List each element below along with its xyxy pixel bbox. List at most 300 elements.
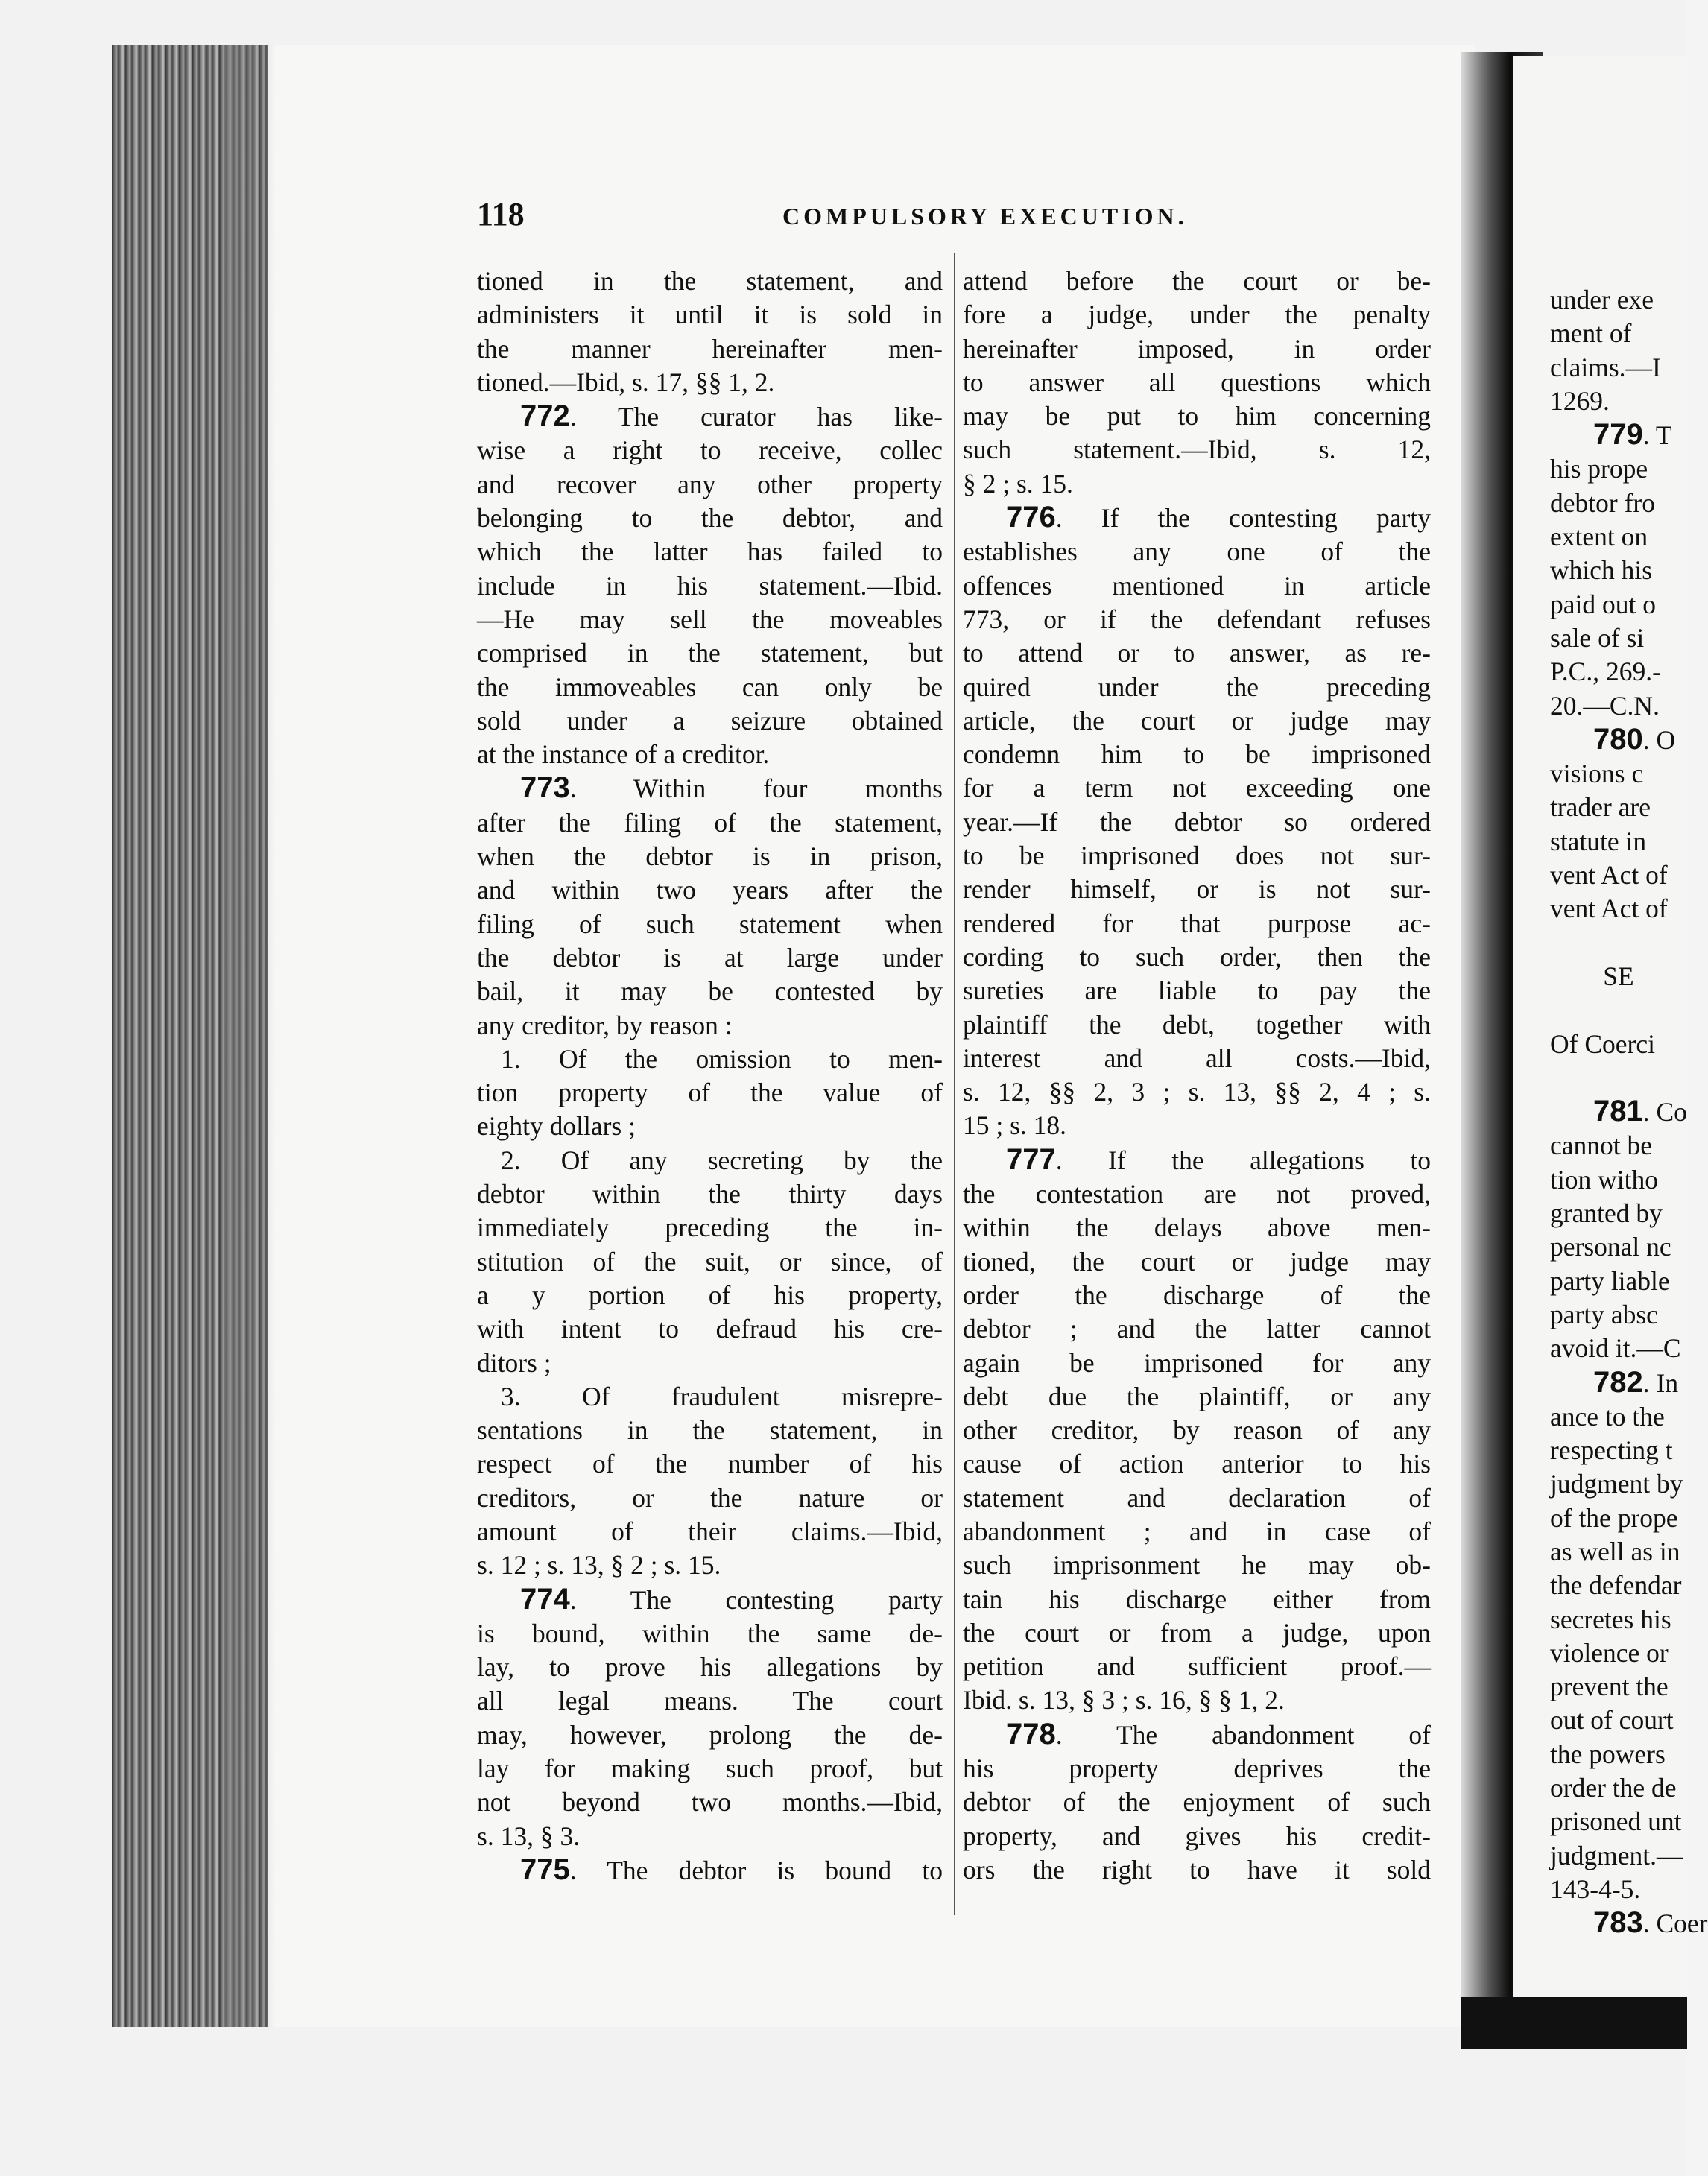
line-text: statement and declaration of [963, 1482, 1431, 1513]
line-text: other creditor, by reason of any [963, 1415, 1431, 1446]
text-line [477, 1820, 943, 1853]
text-line [963, 704, 1431, 738]
article-number: 772 [520, 399, 570, 433]
text-line [963, 1109, 1431, 1142]
text-line [963, 1008, 1431, 1042]
text-line [1550, 452, 1687, 486]
text-line [1550, 385, 1687, 418]
line-text: the defendar [1550, 1570, 1682, 1601]
text-line [963, 1683, 1431, 1717]
text-line [1550, 622, 1687, 655]
line-text: lay for making such proof, but [477, 1753, 943, 1784]
line-text: cording to such order, then the [963, 941, 1431, 972]
gutter-shadow-bottom [1461, 1997, 1687, 2049]
line-text: tion witho [1550, 1164, 1658, 1195]
text-line [963, 265, 1431, 298]
line-text: out of court [1550, 1705, 1674, 1736]
text-line [477, 1549, 943, 1582]
line-text: condemn him to be imprisoned [963, 739, 1431, 770]
text-line [477, 1515, 943, 1549]
line-text: debt due the plaintiff, or any [963, 1381, 1431, 1411]
line-text: cannot be [1550, 1130, 1653, 1161]
line-text: debtor of the enjoyment of such [963, 1787, 1431, 1818]
text-line [1550, 655, 1687, 689]
text-line [963, 1347, 1431, 1380]
text-line [1550, 1298, 1687, 1332]
line-text: his prope [1550, 454, 1648, 484]
line-text: . Co [1642, 1097, 1687, 1127]
text-line [477, 1853, 943, 1888]
line-text: . The curator has like- [569, 402, 943, 432]
text-line [963, 1650, 1431, 1683]
line-text: Of Coerci [1550, 1028, 1655, 1059]
line-text: sold under a seizure obtained [477, 705, 943, 736]
text-line [477, 434, 943, 467]
text-line [477, 535, 943, 569]
line-text: and within two years after the [477, 875, 943, 905]
line-text: within the delays above men- [963, 1212, 1431, 1243]
text-line [963, 1481, 1431, 1515]
line-text: vent Act of [1550, 894, 1668, 924]
text-line [963, 1211, 1431, 1244]
line-text: the manner hereinafter men- [477, 333, 943, 364]
text-line [963, 1820, 1431, 1853]
text-line [1550, 554, 1687, 587]
line-text: party absc [1550, 1299, 1658, 1329]
text-line [963, 1380, 1431, 1414]
line-text: 1269. [1550, 385, 1610, 416]
text-line [1550, 1873, 1687, 1906]
line-text: ance to the [1550, 1401, 1665, 1432]
line-text: render himself, or is not sur- [963, 874, 1431, 905]
text-line [963, 366, 1431, 399]
line-text: sale of si [1550, 622, 1645, 653]
line-text: order the discharge of the [963, 1280, 1431, 1310]
text-line [477, 1177, 943, 1211]
line-text: debtor ; and the latter cannot [963, 1314, 1431, 1344]
line-text: is bound, within the same de- [477, 1618, 943, 1648]
line-text: trader are [1550, 792, 1651, 823]
text-line [963, 1245, 1431, 1279]
text-line [1550, 1197, 1687, 1230]
line-text: as well as in [1550, 1536, 1680, 1566]
line-text: secretes his [1550, 1604, 1671, 1634]
article-number: 782 [1593, 1365, 1643, 1399]
line-text: to be imprisoned does not sur- [963, 841, 1431, 871]
text-line [477, 806, 943, 840]
text-line [477, 1211, 943, 1244]
line-text: personal nc [1550, 1232, 1671, 1262]
text-line [477, 1279, 943, 1312]
article-number: 779 [1593, 418, 1643, 452]
text-line [963, 535, 1431, 569]
text-line [477, 908, 943, 941]
text-line [1550, 317, 1687, 350]
line-text: petition and sufficient proof.— [963, 1651, 1431, 1682]
line-text: article, the court or judge may [963, 705, 1431, 736]
line-text: the contestation are not proved, [963, 1179, 1431, 1209]
text-line [963, 1143, 1431, 1177]
line-text: the powers [1550, 1739, 1666, 1769]
text-line [963, 1042, 1431, 1075]
line-text: belonging to the debtor, and [477, 503, 943, 534]
text-line [477, 298, 943, 332]
column-divider [954, 253, 955, 1915]
page-edge-shadow [224, 45, 276, 2027]
line-text [1550, 928, 1557, 958]
text-line [963, 738, 1431, 771]
running-head [477, 195, 1438, 240]
line-text: ment of [1550, 318, 1632, 349]
text-line [477, 1684, 943, 1718]
line-text: amount of their claims.—Ibid, [477, 1516, 943, 1546]
line-text: of the prope [1550, 1502, 1678, 1533]
text-line [963, 1279, 1431, 1312]
line-text: violence or [1550, 1637, 1669, 1668]
text-line [1550, 1467, 1687, 1501]
line-text: P.C., 269.- [1550, 657, 1661, 687]
article-number: 781 [1593, 1095, 1643, 1128]
text-line [477, 1380, 943, 1414]
text-line [963, 907, 1431, 940]
line-text: extent on [1550, 522, 1648, 552]
line-text: stitution of the suit, or since, of [477, 1246, 943, 1277]
line-text: 773, or if the defendant refuses [963, 604, 1431, 634]
text-line [477, 1110, 943, 1143]
line-text: such statement.—Ibid, s. 12, [963, 434, 1431, 465]
line-text: . Within four months [569, 774, 943, 804]
text-line [1550, 1028, 1687, 1061]
line-text: tioned, the court or judge may [963, 1246, 1431, 1277]
line-text: the debtor is at large under [477, 942, 943, 972]
line-text: property, and gives his credit- [963, 1821, 1431, 1851]
text-line [477, 1447, 943, 1481]
line-text: establishes any one of the [963, 537, 1431, 567]
text-line [963, 467, 1431, 501]
text-line [477, 1043, 943, 1076]
line-text: administers it until it is sold in [477, 300, 943, 330]
line-text: all legal means. The court [477, 1686, 943, 1716]
article-number: 777 [1006, 1142, 1056, 1176]
text-line [1550, 757, 1687, 791]
text-line [1550, 1906, 1708, 1941]
text-line [477, 332, 943, 366]
line-text: filing of such statement when [477, 908, 943, 939]
line-text: which his [1550, 555, 1653, 586]
text-line [477, 265, 943, 298]
article-number: 774 [520, 1582, 570, 1616]
line-text [1550, 1063, 1557, 1092]
text-line [1550, 1400, 1687, 1434]
text-line [1550, 418, 1687, 452]
text-line [963, 1177, 1431, 1211]
text-line [477, 1651, 943, 1684]
line-text: the court or from a judge, upon [963, 1617, 1431, 1648]
text-line [1550, 1603, 1687, 1636]
text-line [1550, 1535, 1687, 1569]
line-text: ors the right to have it sold [963, 1854, 1431, 1885]
text-line [1550, 1163, 1687, 1197]
line-text: judgment.— [1550, 1840, 1683, 1870]
line-text: 3. Of fraudulent misrepre- [501, 1381, 943, 1411]
line-text: sureties are liable to pay the [963, 975, 1431, 1006]
text-line [1550, 723, 1687, 757]
text-line [477, 1076, 943, 1110]
text-line [477, 873, 943, 907]
line-text: interest and all costs.—Ibid, [963, 1043, 1431, 1073]
text-line [477, 771, 943, 806]
text-line [963, 332, 1431, 366]
text-line [477, 1009, 943, 1043]
text-line [963, 399, 1431, 433]
text-line [963, 873, 1431, 906]
text-line [963, 1515, 1431, 1549]
text-line [963, 974, 1431, 1008]
line-text: tioned in the statement, and [477, 266, 943, 296]
line-text: with intent to defraud his cre- [477, 1314, 943, 1344]
line-text: . Coer [1642, 1908, 1708, 1939]
text-line [477, 636, 943, 670]
line-text: for a term not exceeding one [963, 773, 1431, 803]
line-text: tain his discharge either from [963, 1584, 1431, 1614]
text-line [477, 1144, 943, 1177]
text-line [1550, 588, 1687, 622]
article-number: 776 [1006, 501, 1056, 534]
line-text: not beyond two months.—Ibid, [477, 1787, 943, 1818]
line-text: . T [1642, 420, 1672, 451]
text-line [1550, 993, 1687, 1027]
text-line [1550, 1332, 1687, 1365]
text-line [477, 399, 943, 434]
text-line [963, 603, 1431, 636]
text-line [963, 940, 1431, 974]
line-text: abandonment ; and in case of [963, 1516, 1431, 1546]
text-line [477, 1617, 943, 1651]
article-number: 780 [1593, 722, 1643, 756]
line-text: respect of the number of his [477, 1449, 943, 1479]
text-line [477, 1245, 943, 1279]
line-text: to answer all questions which [963, 367, 1431, 397]
text-line [477, 603, 943, 636]
text-line [477, 1312, 943, 1346]
line-text: quired under the preceding [963, 671, 1431, 702]
text-line [963, 1786, 1431, 1819]
line-text: 15 ; s. 18. [963, 1110, 1067, 1141]
text-line [963, 1718, 1431, 1752]
line-text: statute in [1550, 826, 1647, 856]
line-text: bail, it may be contested by [477, 976, 943, 1007]
text-line [477, 738, 943, 771]
text-line [477, 1583, 943, 1617]
line-text: tioned.—Ibid, s. 17, §§ 1, 2. [477, 367, 775, 397]
text-line [1550, 960, 1687, 993]
text-line [963, 569, 1431, 603]
text-line [477, 468, 943, 502]
text-column-right-page [1550, 283, 1708, 1941]
article-number: 775 [520, 1853, 570, 1886]
line-text: party liable [1550, 1265, 1670, 1296]
line-text: lay, to prove his allegations by [477, 1652, 943, 1683]
line-text: plaintiff the debt, together with [963, 1009, 1431, 1040]
text-line [1550, 1366, 1687, 1400]
text-column-left [477, 265, 943, 1888]
line-text: when the debtor is in prison, [477, 841, 943, 872]
text-line [1550, 1805, 1687, 1838]
text-line [1550, 1095, 1687, 1129]
text-line [477, 1786, 943, 1819]
text-line [963, 1853, 1431, 1887]
line-text: debtor fro [1550, 487, 1655, 518]
line-text: comprised in the statement, but [477, 638, 943, 668]
text-line [477, 941, 943, 975]
article-number: 783 [1593, 1906, 1643, 1940]
text-line [1550, 1434, 1687, 1467]
line-text: s. 12, §§ 2, 3 ; s. 13, §§ 2, 4 ; s. [963, 1077, 1431, 1107]
line-text: visions c [1550, 759, 1644, 789]
line-text: vent Act of [1550, 860, 1668, 891]
text-line [1550, 1738, 1687, 1771]
line-text: creditors, or the nature or [477, 1482, 943, 1513]
line-text: order the de [1550, 1773, 1677, 1803]
text-line [1550, 520, 1687, 554]
line-text: prevent the [1550, 1671, 1669, 1702]
line-text: which the latter has failed to [477, 537, 943, 567]
line-text: at the instance of a creditor. [477, 739, 770, 770]
line-text: . The contesting party [569, 1584, 943, 1615]
text-line [963, 433, 1431, 466]
line-text: rendered for that purpose ac- [963, 908, 1431, 938]
line-text: 143-4-5. [1550, 1873, 1641, 1904]
article-number: 773 [520, 771, 570, 805]
text-line [1550, 1129, 1687, 1163]
line-text: hereinafter imposed, in order [963, 333, 1431, 364]
text-line [477, 1414, 943, 1447]
line-text: SE [1603, 961, 1634, 991]
line-text: include in his statement.—Ibid. [477, 570, 943, 601]
line-text: tion property of the value of [477, 1078, 943, 1108]
line-text: granted by [1550, 1198, 1663, 1229]
text-line [1550, 1230, 1687, 1264]
text-line [1550, 1061, 1687, 1095]
text-line [477, 569, 943, 603]
text-line [1550, 1704, 1687, 1737]
text-line [1550, 1670, 1687, 1704]
line-text: debtor within the thirty days [477, 1179, 943, 1209]
line-text: respecting t [1550, 1435, 1673, 1466]
line-text: again be imprisoned for any [963, 1347, 1431, 1378]
line-text: . If the allegations to [1055, 1145, 1431, 1175]
text-line [963, 501, 1431, 535]
page-number: 118 [477, 196, 525, 233]
text-line [963, 1583, 1431, 1616]
text-line [963, 1447, 1431, 1481]
line-text: 2. Of any secreting by the [501, 1145, 943, 1175]
line-text: may be put to him concerning [963, 401, 1431, 431]
line-text: cause of action anterior to his [963, 1449, 1431, 1479]
text-line [477, 1718, 943, 1752]
line-text: wise a right to receive, collec [477, 435, 943, 466]
text-line [963, 1312, 1431, 1346]
line-text: offences mentioned in article [963, 570, 1431, 601]
text-line [477, 1347, 943, 1380]
text-line [963, 1075, 1431, 1109]
line-text: eighty dollars ; [477, 1111, 636, 1142]
line-text: s. 13, § 3. [477, 1821, 581, 1851]
line-text: year.—If the debtor so ordered [963, 806, 1431, 837]
text-line [963, 1752, 1431, 1786]
text-line [1550, 1839, 1687, 1873]
text-line [1550, 1771, 1687, 1805]
line-text: fore a judge, under the penalty [963, 300, 1431, 330]
line-text: after the filing of the statement, [477, 807, 943, 838]
text-line [963, 298, 1431, 332]
line-text: avoid it.—C [1550, 1333, 1681, 1364]
text-line [963, 1414, 1431, 1447]
text-line [1550, 825, 1687, 858]
line-text: under exe [1550, 285, 1654, 314]
line-text: . The abandonment of [1055, 1719, 1431, 1750]
text-column-middle [963, 265, 1431, 1887]
text-line [477, 1752, 943, 1786]
text-line [1550, 283, 1687, 317]
text-line [1550, 1636, 1687, 1670]
line-text [1550, 995, 1557, 1025]
article-number: 778 [1006, 1717, 1056, 1750]
line-text: Ibid. s. 13, § 3 ; s. 16, § § 1, 2. [963, 1685, 1285, 1715]
line-text: to attend or to answer, as re- [963, 638, 1431, 668]
line-text: and recover any other property [477, 469, 943, 499]
line-text: his property deprives the [963, 1753, 1431, 1784]
line-text: judgment by [1550, 1469, 1683, 1499]
page-title: COMPULSORY EXECUTION. [782, 203, 1188, 230]
line-text: such imprisonment he may ob- [963, 1550, 1431, 1581]
line-text: sentations in the statement, in [477, 1415, 943, 1446]
line-text: any creditor, by reason : [477, 1010, 733, 1040]
text-line [1550, 1502, 1687, 1535]
text-line [1550, 926, 1687, 960]
line-text: attend before the court or be- [963, 266, 1431, 296]
text-line [963, 1616, 1431, 1650]
text-line [1550, 351, 1687, 385]
text-line [1550, 858, 1687, 892]
text-line [963, 1549, 1431, 1582]
text-line [1550, 487, 1687, 520]
line-text: immediately preceding the in- [477, 1212, 943, 1243]
line-text: paid out o [1550, 589, 1656, 619]
line-text: prisoned unt [1550, 1806, 1682, 1837]
text-line [477, 671, 943, 704]
text-line [1550, 1569, 1687, 1602]
line-text: . If the contesting party [1055, 503, 1431, 534]
text-line [477, 366, 943, 399]
text-line [1550, 892, 1687, 926]
text-line [963, 771, 1431, 805]
line-text: —He may sell the moveables [477, 604, 943, 634]
line-text: . O [1642, 724, 1676, 755]
line-text: § 2 ; s. 15. [963, 468, 1073, 499]
line-text: . In [1642, 1367, 1679, 1398]
text-line [1550, 1265, 1687, 1298]
text-line [963, 636, 1431, 670]
text-line [963, 839, 1431, 873]
text-line [963, 671, 1431, 704]
line-text: may, however, prolong the de- [477, 1719, 943, 1750]
line-text: a y portion of his property, [477, 1280, 943, 1310]
text-line [963, 806, 1431, 839]
text-line [477, 704, 943, 738]
text-line [1550, 791, 1687, 824]
line-text: s. 12 ; s. 13, § 2 ; s. 15. [477, 1550, 721, 1581]
